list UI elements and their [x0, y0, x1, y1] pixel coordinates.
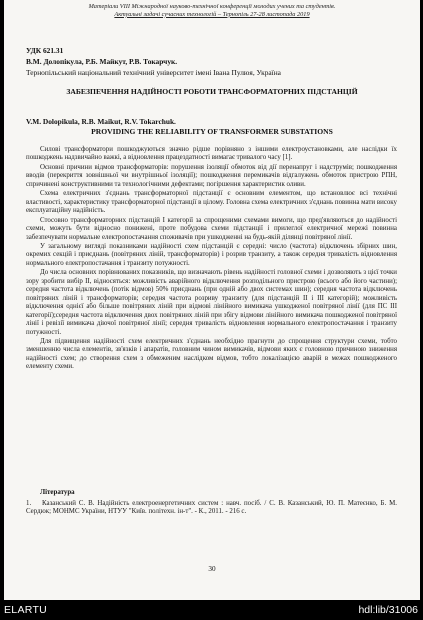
header-line-2: Актуальні задачі сучасних технологій – Тернопіль 27-28 листопада 2019: [114, 10, 310, 18]
reference-item: [26, 500, 397, 517]
article-body: [26, 146, 397, 373]
handle-id: hdl:lib/31006: [358, 604, 418, 616]
reference-text: Казанський С. В. Надійність електроенергетичних систем : навч. посіб. / С. В. Казанський, Ю. П. Матеєнко, Б. М. Сердюк; МОНМС України, НТУУ "Київ. політехн. ін-т". - К., 2011. - 216 с.: [26, 500, 397, 516]
paragraph: Основні причини відмов трансформаторів: порушення ізоляції обмоток від дії перенапруг і надструмів; пошкодження вводів (перекриття зовнішньої чи внутрішньої ізоляції); пошкодження перемикачів відгалужень обмоток пристрою РПН, спричинені конструктивними та технологічними дефектами; погіршення характеристик оливи.: [26, 163, 397, 188]
title-ua: ЗАБЕЗПЕЧЕННЯ НАДІЙНОСТІ РОБОТИ ТРАНСФОРМАТОРНИХ ПІДСТАНЦІЙ: [66, 87, 358, 96]
header-line-1: Матеріали VIII Міжнародної науково-технічної конференції молодих учених та студентів.: [88, 3, 336, 10]
document-page: [4, 0, 420, 600]
literature-heading: Література: [40, 489, 75, 496]
repository-name: ELARTU: [4, 604, 48, 616]
title-en: PROVIDING THE RELIABILITY OF TRANSFORMER SUBSTATIONS: [91, 127, 333, 136]
page-number: 30: [208, 565, 216, 573]
paragraph: Для підвищення надійності схем електричних з'єднань необхідно прагнути до спрощення структури схеми, тобто зменшенню числа елементів, зв'язків і апаратів, головним чином вимикачів, відмови яких є головною причиною зниження надійності схем; до створення схем з обмеженим наслідком відмов, тобто локалізацією аварій в межах пошкодженого елементу схеми.: [26, 337, 397, 371]
affiliation: Тернопільський національний технічний університет імені Івана Пулюя, Україна: [26, 68, 281, 77]
reference-number: 1.: [26, 500, 32, 507]
authors-en: V.M. Dolopikula, R.B. Maikut, R.V. Tokarchuk.: [26, 117, 176, 126]
paragraph: У загальному вигляді показниками надійності схем підстанцій є середні: число (частота) відключень збірних шин, окремих секцій і приєднань (повітряних ліній, трансформаторів) і розрив транзиту, а також середня тривалість відновлення нормального електропостачання і транзиту потужності.: [26, 242, 397, 267]
paragraph: До числа основних порівнюваних показників, що визначають рівень надійності головної схеми і дозволяють з цієї точки зору зробити вибір II, відносяться: можливість аварійного відключення розподільного пристрою (всього або його частини); середня частота відключень (потік відмов) 50% приєднань (при одній або двох системах шин); середня частота відключень повітряних ліній і трансформаторів; середня частота розриву транзиту (для підстанцій II і III категорій); можливість відключення однієї або більше повітряних ліній при відмові лінійного вимикача ушкодженої повітряної лінії (для ПС III категорії);середня частота відключення двох повітряних ліній при збігу відмови лінійного вимикача пошкодженої повітряної лінії і ревізії вимикача діючої повітряної лінії; середня тривалість відновлення нормального електропостачання і транзиту потужності.: [26, 269, 397, 336]
authors-ua: В.М. Долопікула, Р.Б. Майкут, Р.В. Токарчук.: [26, 57, 178, 66]
conference-header: [4, 3, 420, 18]
udk-code: УДК 621.31: [26, 46, 64, 55]
paragraph: Силові трансформатори пошкоджуються значно рідше порівняно з іншими електроустановками, але наслідки їх пошкоджень надзвичайно важкі, а відновлення працездатності вимагає тривалого часу [1].: [26, 146, 397, 162]
paragraph: Схема електричних з'єднань трансформаторної підстанції є основним елементом, що встановлює всі технічні властивості, характеристику трансформаторної підстанції в цілому. Головна схема електричних з'єднань повинна мати високу експлуатаційну надійність.: [26, 190, 397, 215]
paragraph: Стосовно трансформаторних підстанцій I категорії за спрощеними схемами вимоги, що пред'являються до надійності схеми, можуть бути відносно понижені, проте побудова схеми підстанції і прилеглої електричної мережі повинна забезпечувати нормальне електропостачання споживачів при ушкодженні на будь-якій ділянці повітряної лінії.: [26, 216, 397, 241]
